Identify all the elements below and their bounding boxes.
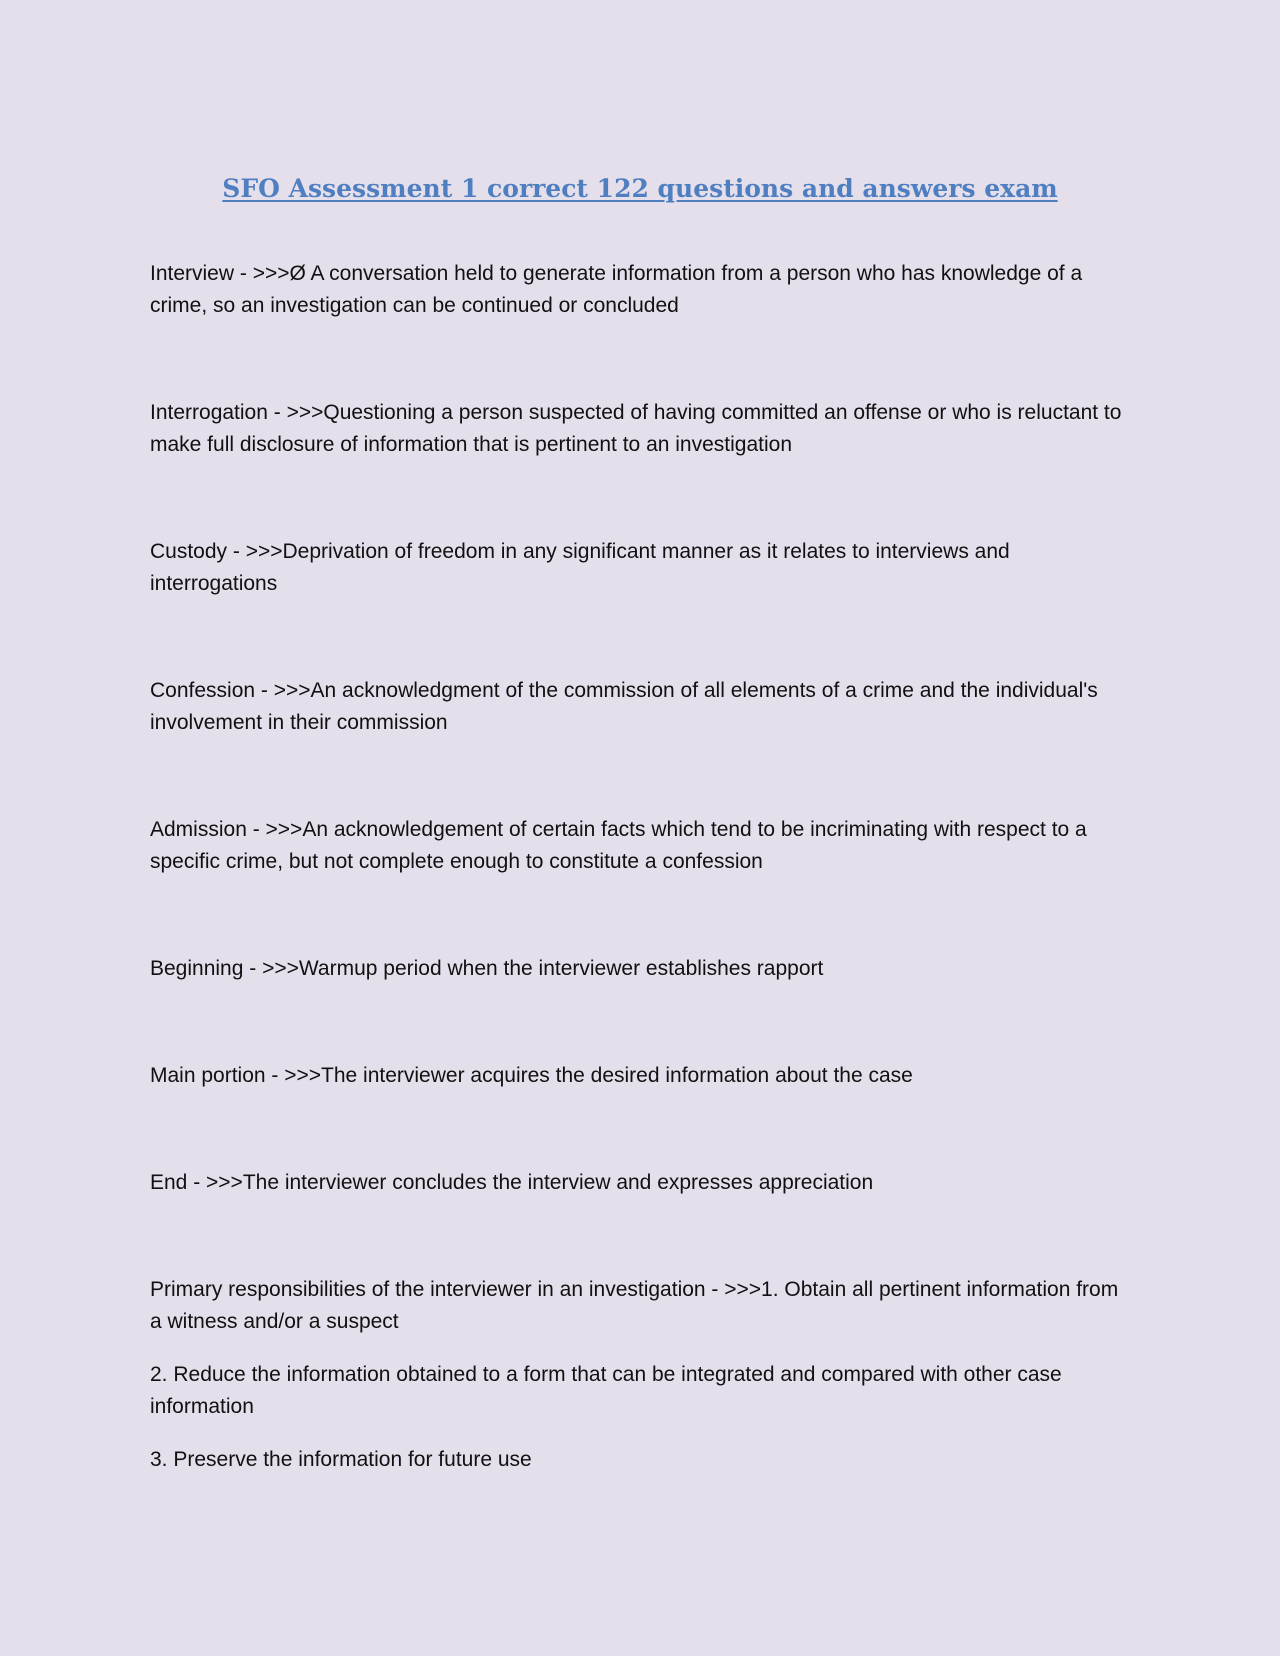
entry-admission [150,814,1130,878]
entry-text: Primary responsibilities of the interviewer in an investigation - >>>1. Obtain all pertinent information from a witness and/or a suspect [150,1278,1119,1333]
document-body [150,258,1130,1551]
entry-text: 3. Preserve the information for future use [150,1448,532,1471]
entry-text: 2. Reduce the information obtained to a form that can be integrated and compared with other case information [150,1363,1062,1418]
entry-interrogation [150,397,1130,461]
entry-text: Admission - >>>An acknowledgement of certain facts which tend to be incriminating with respect to a specific crime, but not complete enough to constitute a confession [150,818,1087,873]
entry-main-portion [150,1060,1130,1092]
entry-text: Beginning - >>>Warmup period when the interviewer establishes rapport [150,957,824,980]
entry-interview [150,258,1130,322]
entry-custody [150,536,1130,600]
entry-end [150,1167,1130,1199]
entry-text: Confession - >>>An acknowledgment of the commission of all elements of a crime and the individual's involvement in their commission [150,679,1098,734]
entry-beginning [150,953,1130,985]
document-title: SFO Assessment 1 correct 122 questions and answers exam [222,174,1058,203]
entry-confession [150,675,1130,739]
entry-text: Main portion - >>>The interviewer acquires the desired information about the case [150,1064,913,1087]
entry-text: Custody - >>>Deprivation of freedom in any significant manner as it relates to interviews and interrogations [150,540,1010,595]
entry-text: Interview - >>>Ø A conversation held to generate information from a person who has knowledge of a crime, so an investigation can be continued or concluded [150,262,1083,317]
entry-text: End - >>>The interviewer concludes the interview and expresses appreciation [150,1171,874,1194]
entry-text: Interrogation - >>>Questioning a person suspected of having committed an offense or who is reluctant to make full disclosure of information that is pertinent to an investigation [150,401,1122,456]
entry-primary-responsibilities [150,1274,1130,1476]
